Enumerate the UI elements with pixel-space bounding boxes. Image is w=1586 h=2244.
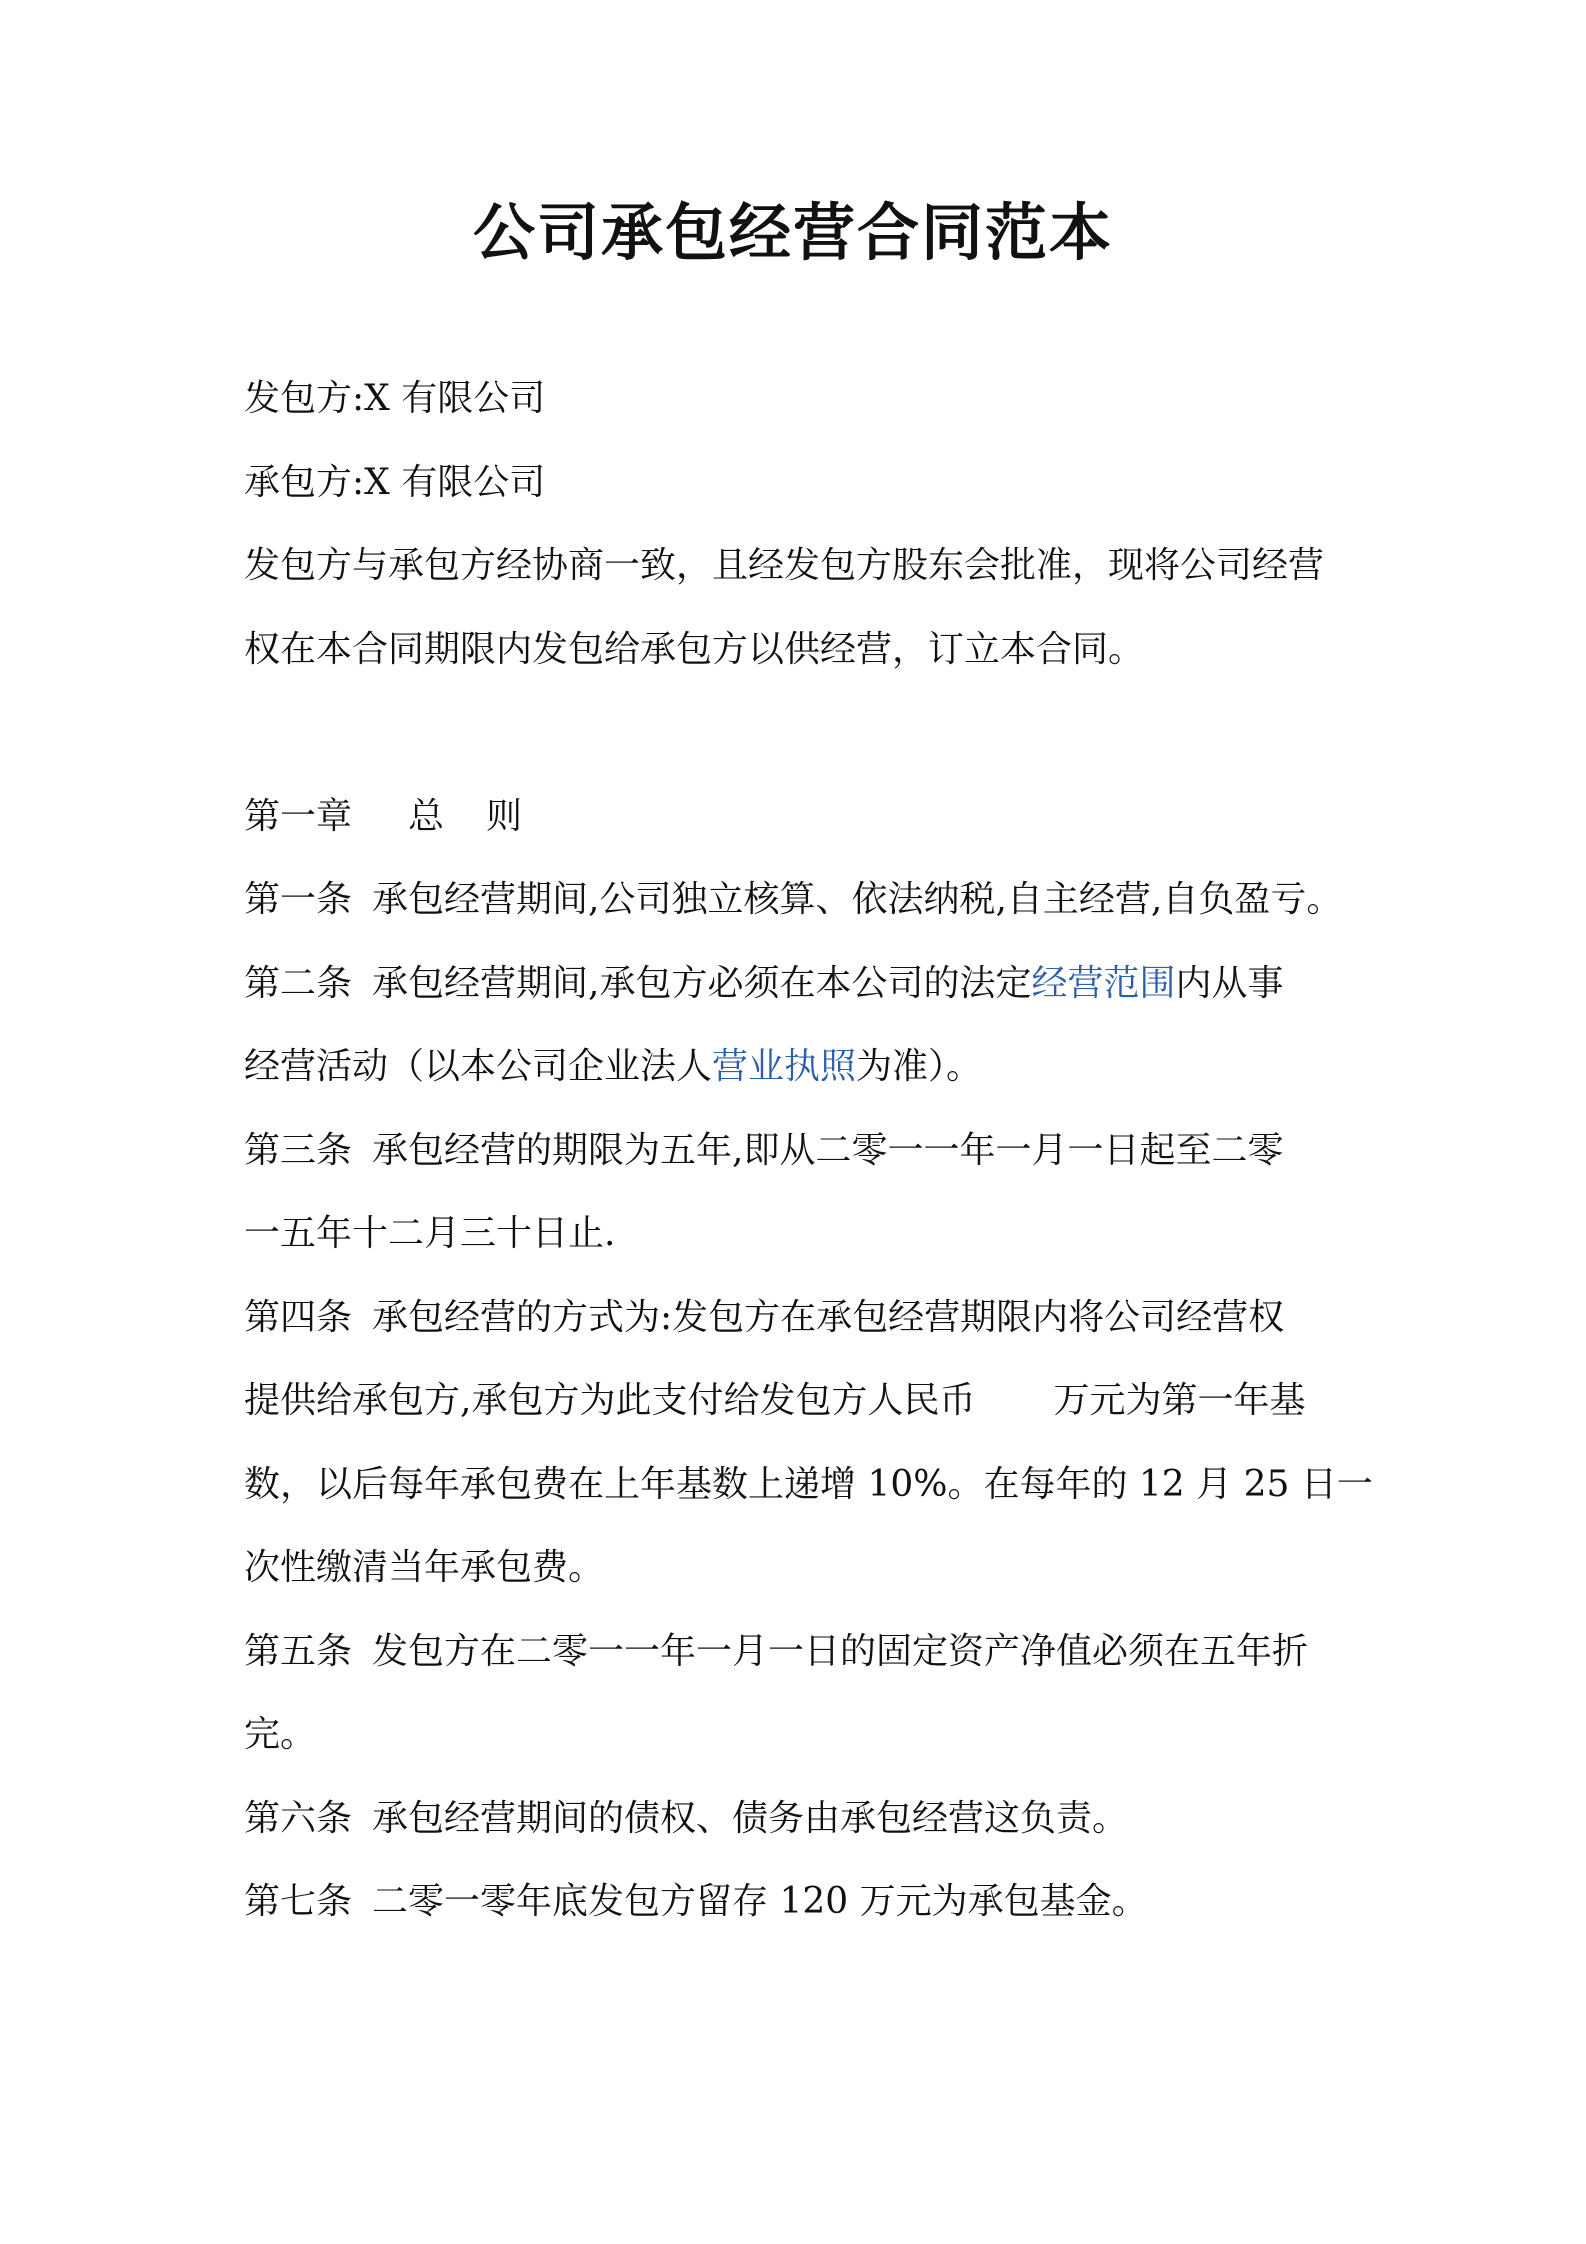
- contractor-line: [244, 441, 1364, 525]
- article-text: 承包经营期间,公司独立核算、依法纳税,自主经营,自负盈亏。: [372, 879, 1343, 920]
- article-2-line-2: [244, 1025, 1364, 1109]
- article-1: [244, 858, 1364, 942]
- article-number: 第四条: [244, 1296, 353, 1338]
- article-number: 第一条: [244, 879, 353, 920]
- employer-line: [244, 357, 1364, 441]
- article-3-line-1: [244, 1109, 1364, 1193]
- preamble-line-2: 权在本合同期限内发包给承包方以供经营，订立本合同。: [244, 628, 1145, 670]
- chapter-number: 第一章: [244, 795, 353, 837]
- document-body: [244, 357, 1373, 1944]
- article-5-line-2: 完。: [244, 1714, 317, 1755]
- document-title: 公司承包经营合同范本: [472, 196, 1113, 269]
- article-4-line-2: [244, 1359, 1364, 1443]
- article-text: 万元为第一年基: [1053, 1380, 1306, 1421]
- article-text: 承包经营期间的债权、债务由承包经营这负责。: [372, 1797, 1129, 1839]
- article-text: 承包经营的期限为五年,即从二零一一年一月一日起至二零: [372, 1129, 1284, 1171]
- article-number: 第七条: [244, 1881, 353, 1922]
- article-7: [244, 1860, 1364, 1944]
- article-4-line-1: [244, 1276, 1364, 1360]
- article-text: 二零一零年底发包方留存 120 万元为承包基金。: [372, 1881, 1148, 1922]
- section-spacer: [244, 691, 1364, 775]
- article-3-line-2: 一五年十二月三十日止.: [244, 1213, 616, 1254]
- article-number: 第五条: [244, 1630, 353, 1672]
- chapter-title-b: 则: [486, 795, 523, 837]
- business-scope-link[interactable]: 经营范围: [1031, 962, 1176, 1004]
- article-text: 发包方在二零一一年一月一日的固定资产净值必须在五年折: [372, 1630, 1309, 1672]
- business-license-link[interactable]: 营业执照: [712, 1046, 857, 1087]
- contractor-name: X 有限公司: [364, 461, 546, 503]
- article-text: 承包经营的方式为:发包方在承包经营期限内将公司经营权: [372, 1296, 1285, 1338]
- article-2-line-1: [244, 942, 1364, 1026]
- chapter-title-a: 总: [408, 795, 445, 837]
- employer-name: X 有限公司: [364, 378, 546, 419]
- contractor-label: 承包方:: [244, 461, 365, 503]
- article-5-line-1: [244, 1610, 1364, 1694]
- article-text: 提供给承包方,承包方为此支付给发包方人民币: [244, 1380, 976, 1421]
- article-6: [244, 1777, 1364, 1861]
- article-text: 内从事: [1175, 962, 1284, 1004]
- article-number: 第六条: [244, 1797, 353, 1839]
- employer-label: 发包方:: [244, 378, 365, 419]
- article-text: 经营活动（以本公司企业法人: [244, 1046, 713, 1087]
- article-4-line-3: 数，以后每年承包费在上年基数上递增 10%。在每年的 12 月 25 日一: [244, 1463, 1373, 1505]
- article-text: 为准）。: [856, 1046, 983, 1087]
- preamble-line-1: 发包方与承包方经协商一致，且经发包方股东会批准，现将公司经营: [244, 545, 1325, 586]
- article-text: 承包经营期间,承包方必须在本公司的法定: [372, 962, 1032, 1004]
- article-number: 第二条: [244, 962, 353, 1004]
- chapter-heading: [244, 775, 1364, 859]
- article-number: 第三条: [244, 1129, 353, 1171]
- article-4-line-4: 次性缴清当年承包费。: [244, 1547, 605, 1588]
